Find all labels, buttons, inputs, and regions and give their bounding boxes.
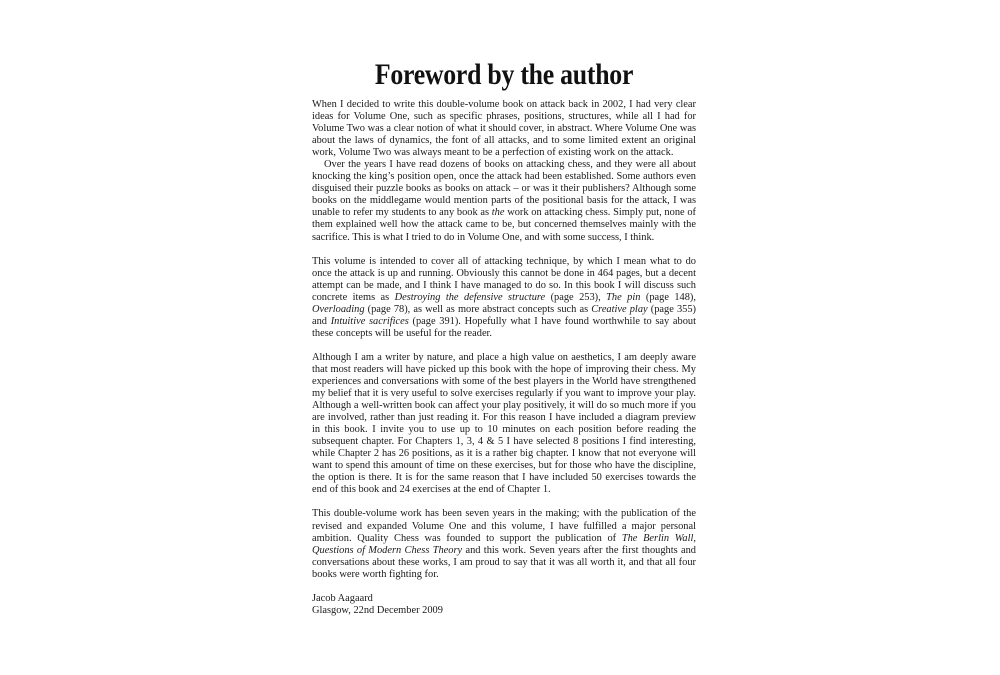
place-date: Glasgow, 22nd December 2009 [312, 604, 443, 616]
paragraph-5: This double-volume work has been seven years in the making; with the publication of the revised and expanded Volume One and this volume, I have fulfilled a major personal ambition. Quality Chess was founded to support the publication of The Berlin Wall, Questions of Modern Chess Theory and this work. Seven years after the first thoughts and conversations about these works, I am proud to say that it was all worth it, and that all four books were worth fighting for. [312, 508, 696, 580]
paragraph-1: When I decided to write this double-volume book on attack back in 2002, I had very clear ideas for Volume One, such as specific phrases, positions, structures, while all I had for Volume Two was a clear notion of what it should cover, in abstract. Where Volume One was about the laws of dynamics, the font of all attacks, and to some limited extent an original work, Volume Two was always meant to be a perfection of existing work on the attack. [312, 99, 696, 159]
page-title: Foreword by the author [374, 58, 634, 91]
foreword-body [312, 99, 696, 617]
paragraph-2: Over the years I have read dozens of books on attacking chess, and they were all about knocking the king’s position open, once the attack had been established. Some authors even disguised their puzzle books as books on attack – or was it their publishers? Although some books on the middlegame would mention parts of the positional basis for the attack, I was unable to refer my students to any book as the work on attacking chess. Simply put, none of them explained well how the attack came to be, but concerned themselves mainly with the sacrifice. This is what I tried to do in Volume One, and with some success, I think. [312, 159, 697, 243]
signature-block [312, 593, 696, 617]
paragraph-3: This volume is intended to cover all of attacking technique, by which I mean what to do once the attack is up and running. Obviously this cannot be done in 464 pages, but a decent attempt can be made, and I think I have managed to do so. In this book I will discuss such concrete items as Destroying the defensive structure (page 253), The pin (page 148), Overloading (page 78), as well as more abstract concepts such as Creative play (page 355) and Intuitive sacrifices (page 391). Hopefully what I have found worthwhile to say about these concepts will be useful for the reader. [312, 255, 696, 339]
paragraph-4: Although I am a writer by nature, and place a high value on aesthetics, I am deeply aware that most readers will have picked up this book with the hope of improving their chess. My experiences and conversations with some of the best players in the World have strengthened my belief that it is very useful to solve exercises regularly if you want to improve your play. Although a well-written book can affect your play positively, it will do so much more if you are involved, rather than just reading it. For this reason I have included a diagram preview in this book. I invite you to use up to 10 minutes on each position before reading the subsequent chapter. For Chapters 1, 3, 4 & 5 I have selected 8 positions I find interesting, while Chapter 2 has 26 positions, as it is a rather big chapter. I know that not everyone will want to spend this amount of time on these exercises, but for those who have the discipline, the option is there. It is for the same reason that I have included 50 exercises towards the end of this book and 24 exercises at the end of Chapter 1. [312, 351, 696, 496]
author-name: Jacob Aagaard [312, 592, 373, 604]
